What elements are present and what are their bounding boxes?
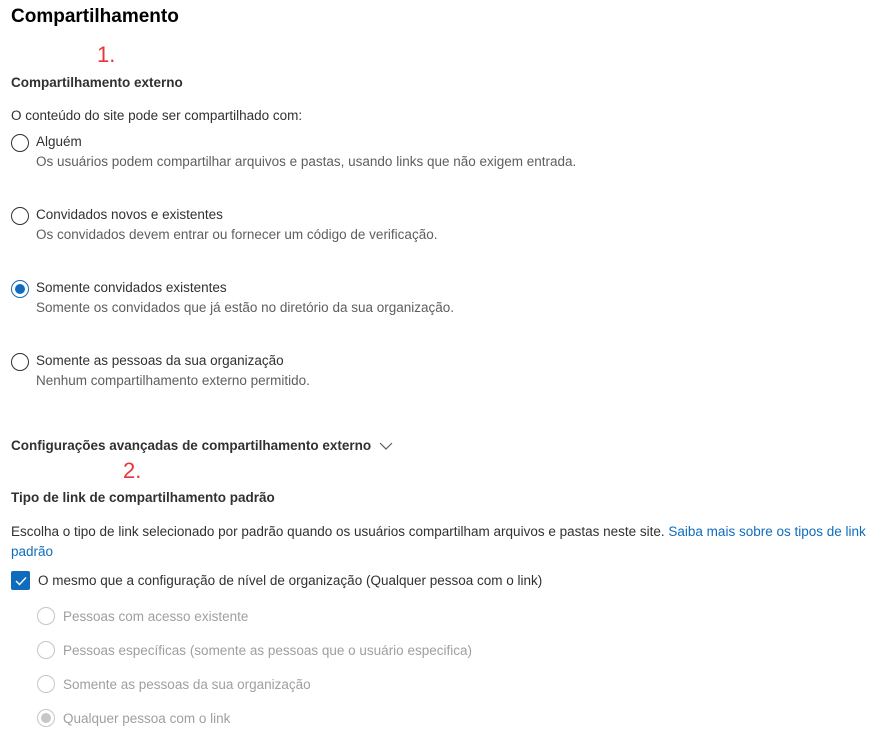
- description-text: Escolha o tipo de link selecionado por padrão quando os usuários compartilham arquivos e pastas neste site.: [11, 524, 669, 539]
- radio-button-disabled[interactable]: [37, 641, 55, 659]
- radio-button-disabled[interactable]: [37, 675, 55, 693]
- radio-option-new-existing-guests[interactable]: [11, 206, 437, 244]
- default-link-description: [11, 522, 871, 562]
- learn-more-link[interactable]: Saiba mais sobre os tipos de link padrão: [11, 524, 866, 559]
- radio-label: Qualquer pessoa com o link: [63, 710, 231, 726]
- radio-button-disabled-selected[interactable]: [37, 709, 55, 727]
- radio-description: Somente os convidados que já estão no diretório da sua organização.: [36, 300, 455, 315]
- radio-label: Convidados novos e existentes: [36, 207, 223, 222]
- radio-button[interactable]: [11, 207, 29, 225]
- default-link-heading: Tipo de link de compartilhamento padrão: [11, 490, 275, 505]
- radio-description: Os usuários podem compartilhar arquivos e pastas, usando links que não exigem entrada.: [36, 154, 577, 169]
- radio-button[interactable]: [11, 353, 29, 371]
- radio-label: Pessoas específicas (somente as pessoas que o usuário especifica): [63, 642, 472, 658]
- advanced-settings-label: Configurações avançadas de compartilhamento externo: [11, 438, 372, 453]
- radio-option-existing-guests[interactable]: [11, 279, 454, 317]
- radio-description: Nenhum compartilhamento externo permitido.: [36, 373, 310, 388]
- annotation-2: 2.: [123, 458, 142, 483]
- radio-option-anyone[interactable]: [11, 133, 576, 171]
- checkbox-label: O mesmo que a configuração de nível de organização (Qualquer pessoa com o link): [38, 573, 543, 588]
- radio-label: Somente as pessoas da sua organização: [63, 676, 311, 692]
- radio-option-org-only[interactable]: [11, 352, 310, 390]
- chevron-down-icon: [379, 441, 393, 451]
- page-title: Compartilhamento: [11, 6, 179, 27]
- link-option-specific-people[interactable]: [37, 641, 472, 659]
- radio-label: Somente as pessoas da sua organização: [36, 353, 284, 368]
- link-option-existing-access[interactable]: [37, 607, 248, 625]
- checkbox-checked[interactable]: [11, 571, 30, 590]
- external-sharing-heading: Compartilhamento externo: [11, 75, 183, 90]
- advanced-settings-toggle[interactable]: [11, 438, 393, 453]
- radio-button[interactable]: [11, 134, 29, 152]
- radio-button-selected[interactable]: [11, 280, 29, 298]
- checkmark-icon: [15, 576, 27, 586]
- radio-description: Os convidados devem entrar ou fornecer um código de verificação.: [36, 227, 438, 242]
- annotation-1: 1.: [97, 42, 116, 67]
- same-as-org-checkbox-row[interactable]: [11, 571, 542, 590]
- radio-label: Pessoas com acesso existente: [63, 608, 249, 624]
- radio-button-disabled[interactable]: [37, 607, 55, 625]
- link-option-org-only[interactable]: [37, 675, 311, 693]
- radio-label: Alguém: [36, 134, 82, 149]
- external-sharing-intro: O conteúdo do site pode ser compartilhado com:: [11, 108, 303, 123]
- link-option-anyone-with-link[interactable]: [37, 709, 230, 727]
- radio-label: Somente convidados existentes: [36, 280, 227, 295]
